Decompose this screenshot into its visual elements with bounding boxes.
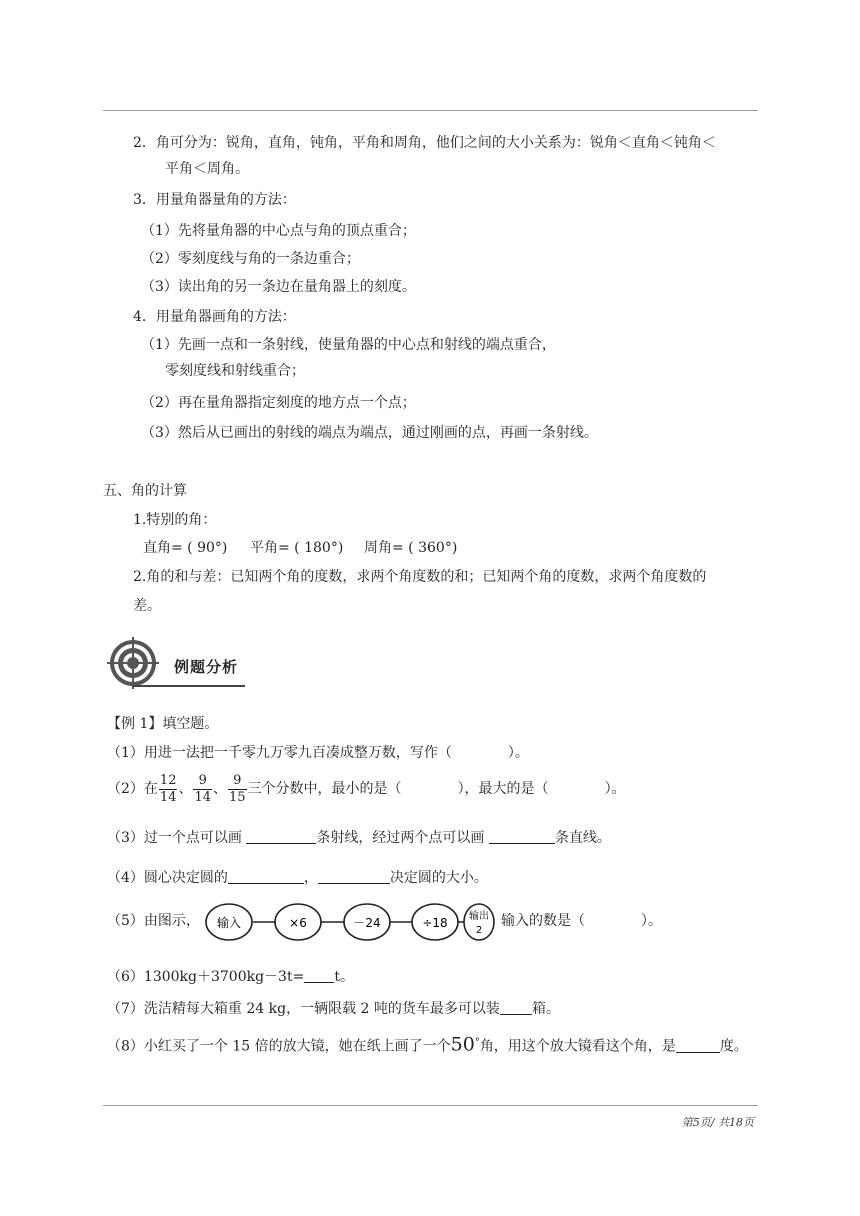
footer-rule: [103, 1105, 758, 1106]
flow-diagram: [205, 901, 495, 945]
flow-node-input-label: 输入: [216, 916, 242, 930]
example-heading: 【例 1】填空题。: [107, 716, 219, 732]
answer-blank[interactable]: [304, 968, 334, 983]
text-line: 差。: [133, 598, 161, 614]
question-2: （2）在 $\frac{12}{14}$ 、 $\frac{9}{14}$ 、 $\frac{9}{15}$ 三个分数中，最小的是（ ），最大的是（ ）。: [107, 772, 626, 805]
text-line: （2）再在量角器指定刻度的地方点一个点；: [141, 395, 416, 411]
answer-blank[interactable]: [228, 869, 304, 884]
question-7: （7）洗洁精每大箱重 24 kg，一辆限载 2 吨的货车最多可以装 箱。: [107, 1001, 560, 1017]
text-line: 零刻度线和射线重合；: [165, 363, 305, 379]
page-number: 第5页/ 共18页: [681, 1116, 754, 1129]
question-8: （8）小红买了一个 15 倍的放大镜，她在纸上画了一个50°角，用这个放大镜看这个角，是 度。: [107, 1033, 748, 1056]
flow-node-output-label: 输出: [469, 911, 489, 922]
question-1: （1）用进一法把一千零九万零九百凑成整万数，写作（ ）。: [107, 745, 529, 761]
section-title: 五、角的计算: [103, 483, 187, 499]
header-rule: [103, 110, 758, 111]
fraction: $\frac{9}{15}$: [229, 772, 246, 805]
text-line: （3）读出角的另一条边在量角器上的刻度。: [141, 279, 416, 295]
answer-blank[interactable]: [676, 1038, 720, 1053]
text-line: 2.角的和与差：已知两个角的度数，求两个角度数的和；已知两个角的度数，求两个角度数的: [133, 569, 707, 585]
text-line: （3）然后从已画出的射线的端点为端点，通过刚画的点，再画一条射线。: [141, 425, 598, 441]
question-5-suffix: 输入的数是（ ）。: [501, 913, 662, 929]
banner-title: 例题分析: [174, 658, 239, 676]
flow-node-output-value: 2: [475, 925, 483, 936]
text-line: （1）先画一点和一条射线，使量角器的中心点和射线的端点重合，: [141, 337, 556, 353]
fraction: $\frac{9}{14}$: [194, 772, 212, 805]
text-line: （2）零刻度线与角的一条边重合；: [141, 251, 360, 267]
special-angle-full: 周角= ( 360°): [364, 540, 458, 556]
text-line: （1）先将量角器的中心点与角的顶点重合；: [141, 223, 416, 239]
flow-node-multiply-label: ×6: [289, 916, 307, 930]
text-line: 1.特别的角：: [133, 512, 217, 528]
answer-blank[interactable]: [500, 1000, 532, 1015]
question-5-prefix: （5）由图示，: [107, 913, 200, 929]
special-angle-straight: 平角= ( 180°): [250, 540, 344, 556]
text-line: 4．用量角器画角的方法：: [133, 309, 296, 325]
text-line: 3．用量角器量角的方法：: [133, 192, 296, 208]
answer-blank[interactable]: [246, 829, 316, 844]
special-angle-right: 直角= ( 90°): [143, 540, 228, 556]
question-3: （3）过一个点可以画 条射线，经过两个点可以画 条直线。: [107, 830, 611, 846]
flow-node-subtract-label: －24: [353, 916, 381, 930]
text-line: 2．角可分为：锐角，直角，钝角，平角和周角，他们之间的大小关系为：锐角＜直角＜钝角＜: [133, 135, 716, 151]
fraction: $\frac{12}{14}$: [159, 772, 177, 805]
question-6: （6）1300kg＋3700kg－3t= t。: [107, 969, 354, 985]
answer-blank[interactable]: [489, 829, 555, 844]
text-line: 平角＜周角。: [165, 161, 249, 177]
flow-node-divide-label: ÷18: [422, 916, 448, 930]
question-4: （4）圆心决定圆的 ， 决定圆的大小。: [107, 870, 488, 886]
answer-blank[interactable]: [318, 869, 390, 884]
